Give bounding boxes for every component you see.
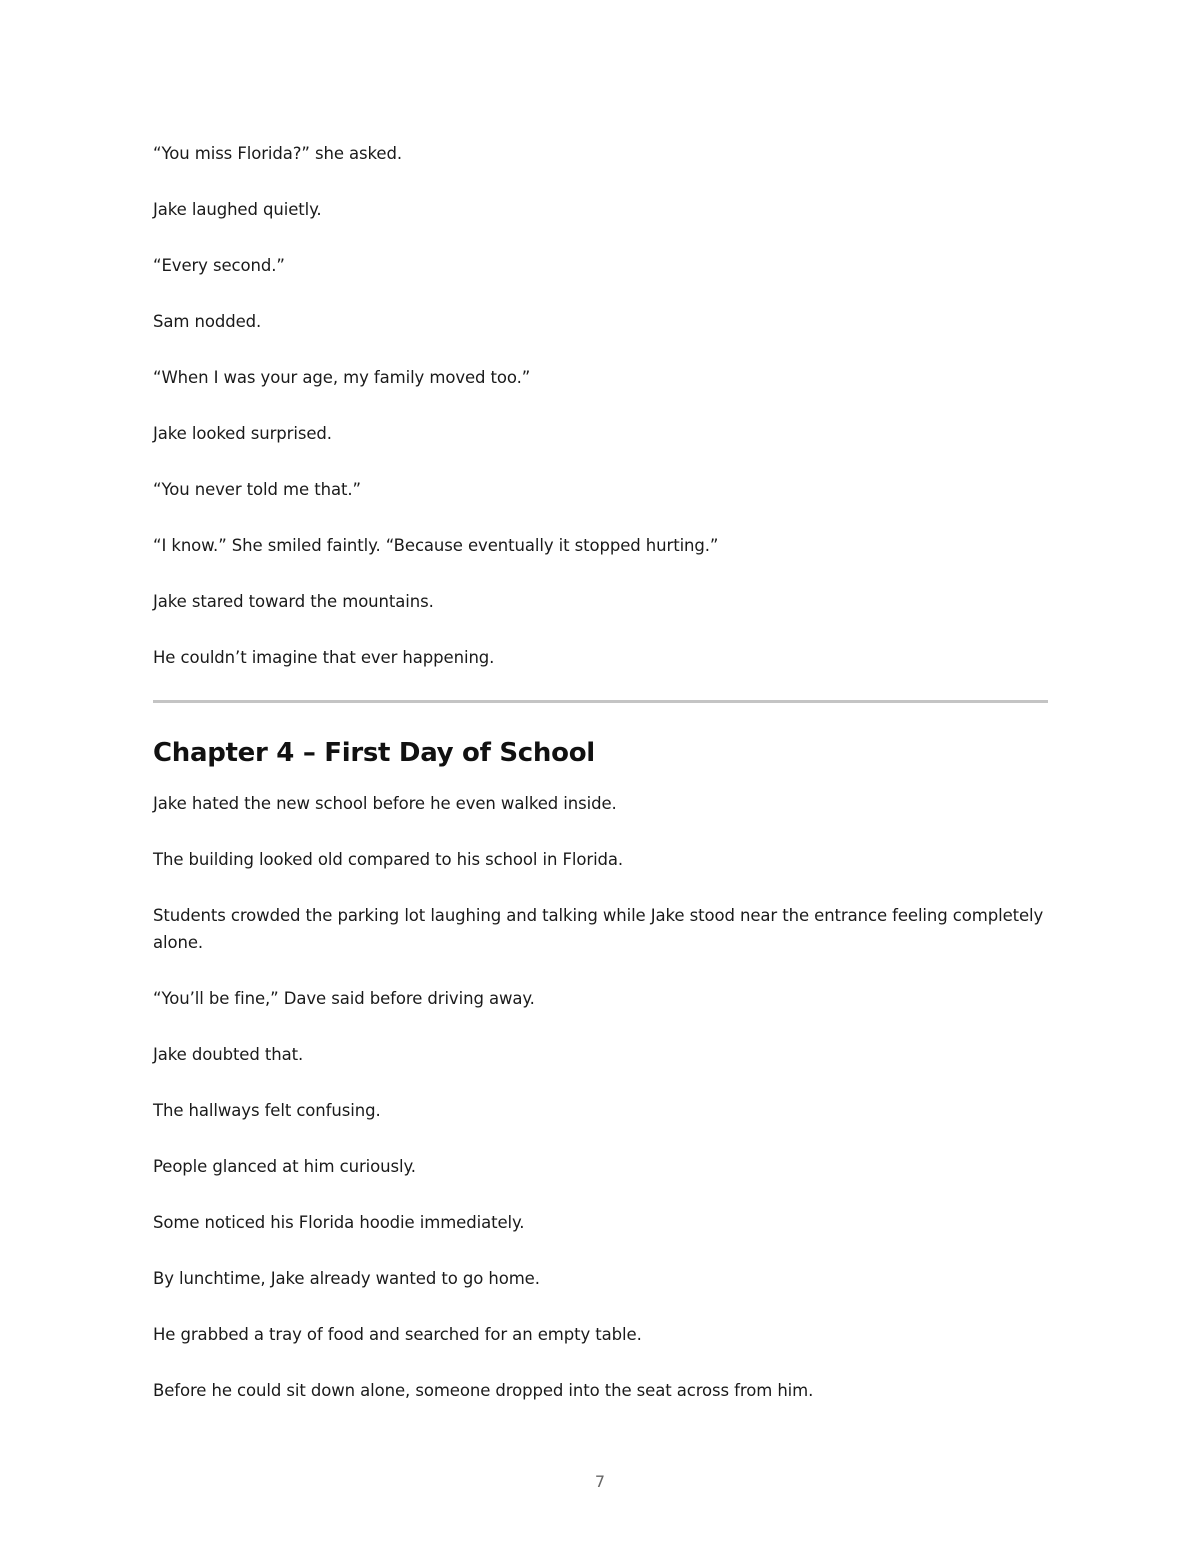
paragraph: Before he could sit down alone, someone dropped into the seat across from him. <box>153 1381 814 1400</box>
paragraph: Some noticed his Florida hoodie immediately. <box>153 1213 525 1232</box>
paragraph: He couldn’t imagine that ever happening. <box>153 648 495 667</box>
page-content <box>153 140 1048 1433</box>
paragraph: Students crowded the parking lot laughing and talking while Jake stood near the entrance feeling completely alone. <box>153 906 1044 952</box>
paragraph: The hallways felt confusing. <box>153 1101 381 1120</box>
paragraph: By lunchtime, Jake already wanted to go home. <box>153 1269 540 1288</box>
paragraph: Jake doubted that. <box>153 1045 304 1064</box>
paragraph: Jake looked surprised. <box>153 424 332 443</box>
paragraph: “You miss Florida?” she asked. <box>153 144 402 163</box>
paragraph: “You never told me that.” <box>153 480 361 499</box>
paragraph: He grabbed a tray of food and searched for an empty table. <box>153 1325 642 1344</box>
paragraph: People glanced at him curiously. <box>153 1157 416 1176</box>
paragraph: Sam nodded. <box>153 312 262 331</box>
paragraph: “When I was your age, my family moved too.” <box>153 368 531 387</box>
paragraph: Jake laughed quietly. <box>153 200 322 219</box>
paragraph: The building looked old compared to his school in Florida. <box>153 850 624 869</box>
paragraph: “You’ll be fine,” Dave said before driving away. <box>153 989 535 1008</box>
page-number: 7 <box>594 1472 606 1491</box>
paragraph: Jake stared toward the mountains. <box>153 592 434 611</box>
paragraph: Jake hated the new school before he even walked inside. <box>153 794 617 813</box>
paragraph: “Every second.” <box>153 256 285 275</box>
paragraph: “I know.” She smiled faintly. “Because eventually it stopped hurting.” <box>153 536 719 555</box>
section-divider <box>153 700 1048 703</box>
chapter-title: Chapter 4 – First Day of School <box>153 738 595 768</box>
